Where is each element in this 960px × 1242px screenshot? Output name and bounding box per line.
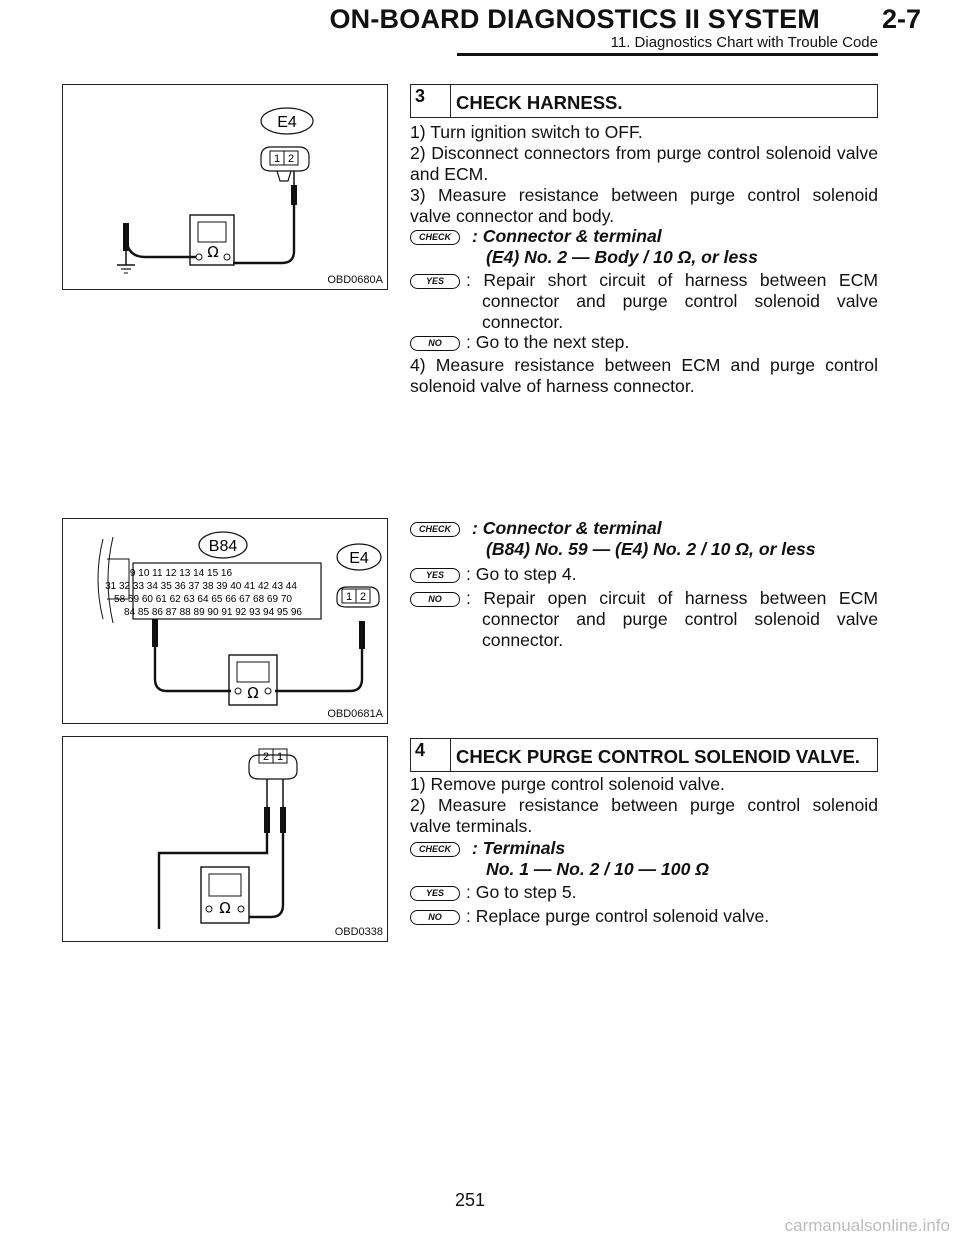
watermark: carmanualsonline.info <box>784 1216 950 1235</box>
yes-text: : Go to step 4. <box>466 564 577 584</box>
no-badge: NO <box>410 336 460 351</box>
figure-code: OBD0680A <box>327 274 383 286</box>
check-row-3 <box>410 838 878 880</box>
yes-badge: YES <box>410 568 460 583</box>
step-3-header <box>410 84 878 118</box>
svg-text:1: 1 <box>345 591 353 603</box>
no-text: : Go to the next step. <box>466 332 630 352</box>
step-title: CHECK HARNESS. <box>456 92 623 113</box>
figure-obd0681a <box>62 518 388 724</box>
figure-code: OBD0338 <box>334 926 383 938</box>
yes-row-1 <box>410 270 878 333</box>
header-rule <box>457 53 878 56</box>
no-text: : Replace purge control solenoid valve. <box>466 906 770 926</box>
check-text-line-2: (B84) No. 59 — (E4) No. 2 / 10 Ω, or less <box>486 539 816 559</box>
svg-text:9 10 11 12 13 14 15 16: 9 10 11 12 13 14 15 16 <box>129 568 233 579</box>
svg-text:Ω: Ω <box>207 243 219 261</box>
check-text <box>472 518 878 560</box>
check-badge: CHECK <box>410 522 460 537</box>
svg-text:1: 1 <box>273 153 281 165</box>
yes-row-2 <box>410 564 878 585</box>
instruction: 3) Measure resistance between purge control solenoid valve connector and body. <box>410 185 878 226</box>
instruction-4 <box>410 355 878 397</box>
instruction: 1) Remove purge control solenoid valve. <box>410 774 725 794</box>
header-title: ON-BOARD DIAGNOSTICS II SYSTEM <box>329 4 820 34</box>
no-badge: NO <box>410 910 460 925</box>
no-row-3 <box>410 906 878 927</box>
svg-text:Ω: Ω <box>219 899 231 917</box>
check-badge: CHECK <box>410 842 460 857</box>
fig1-label-e4: E4 <box>277 114 297 131</box>
figure-obd0338 <box>62 736 388 942</box>
step-3-instructions <box>410 122 878 227</box>
check-text-line-1: : Terminals <box>472 838 566 858</box>
svg-text:31 32 33 34 35 36 37 38 39 40: 31 32 33 34 35 36 37 38 39 40 41 42 43 44 <box>105 581 297 592</box>
instruction: 4) Measure resistance between ECM and purge control solenoid valve of harness connector. <box>410 355 878 396</box>
check-text <box>472 838 878 880</box>
svg-text:1: 1 <box>276 751 284 763</box>
figure-code: OBD0681A <box>327 708 383 720</box>
step-number: 4 <box>411 739 451 771</box>
step-4-header <box>410 738 878 772</box>
instruction: 2) Disconnect connectors from purge control solenoid valve and ECM. <box>410 143 878 184</box>
check-text-line-2: (E4) No. 2 — Body / 10 Ω, or less <box>486 247 758 267</box>
svg-text:Ω: Ω <box>247 684 259 702</box>
yes-row-3 <box>410 882 878 903</box>
no-badge: NO <box>410 592 460 607</box>
instruction: 2) Measure resistance between purge control solenoid valve terminals. <box>410 795 878 836</box>
instruction: 1) Turn ignition switch to OFF. <box>410 122 643 142</box>
yes-badge: YES <box>410 886 460 901</box>
check-row-2 <box>410 518 878 560</box>
svg-text:2: 2 <box>359 591 367 603</box>
svg-text:E4: E4 <box>349 550 369 567</box>
step-number: 3 <box>411 85 451 117</box>
step-title: CHECK PURGE CONTROL SOLENOID VALVE. <box>456 746 860 767</box>
page-number: 251 <box>455 1190 486 1210</box>
header-section: 2-7 <box>882 4 922 34</box>
check-row-1 <box>410 226 878 268</box>
svg-text:2: 2 <box>262 751 270 763</box>
check-text-line-2: No. 1 — No. 2 / 10 — 100 Ω <box>486 859 709 879</box>
no-row-1 <box>410 332 878 353</box>
svg-text:2: 2 <box>287 153 295 165</box>
svg-text:84 85 86 87 88 89 90 91 92 93: 84 85 86 87 88 89 90 91 92 93 94 95 96 <box>124 607 302 618</box>
yes-text: : Repair short circuit of harness between ECM connector and purge control solenoid valve connector. <box>466 270 878 332</box>
figure-obd0338-drawing <box>63 737 387 941</box>
yes-text: : Go to step 5. <box>466 882 577 902</box>
svg-text:B84: B84 <box>208 538 238 555</box>
yes-badge: YES <box>410 274 460 289</box>
check-text-line-1: : Connector & terminal <box>472 518 662 538</box>
figure-obd0681a-drawing <box>63 519 387 723</box>
check-text <box>472 226 878 268</box>
no-row-2 <box>410 588 878 651</box>
figure-obd0680a-drawing <box>63 85 387 289</box>
header-subtitle: 11. Diagnostics Chart with Trouble Code <box>610 34 878 51</box>
check-text-line-1: : Connector & terminal <box>472 226 662 246</box>
figure-obd0680a <box>62 84 388 290</box>
svg-text:58 59 60 61 62 63 64 65 66 67: 58 59 60 61 62 63 64 65 66 67 68 69 70 <box>114 594 292 605</box>
check-badge: CHECK <box>410 230 460 245</box>
step-4-instructions <box>410 774 878 837</box>
no-text: : Repair open circuit of harness between ECM connector and purge control solenoid valve connector. <box>466 588 878 650</box>
